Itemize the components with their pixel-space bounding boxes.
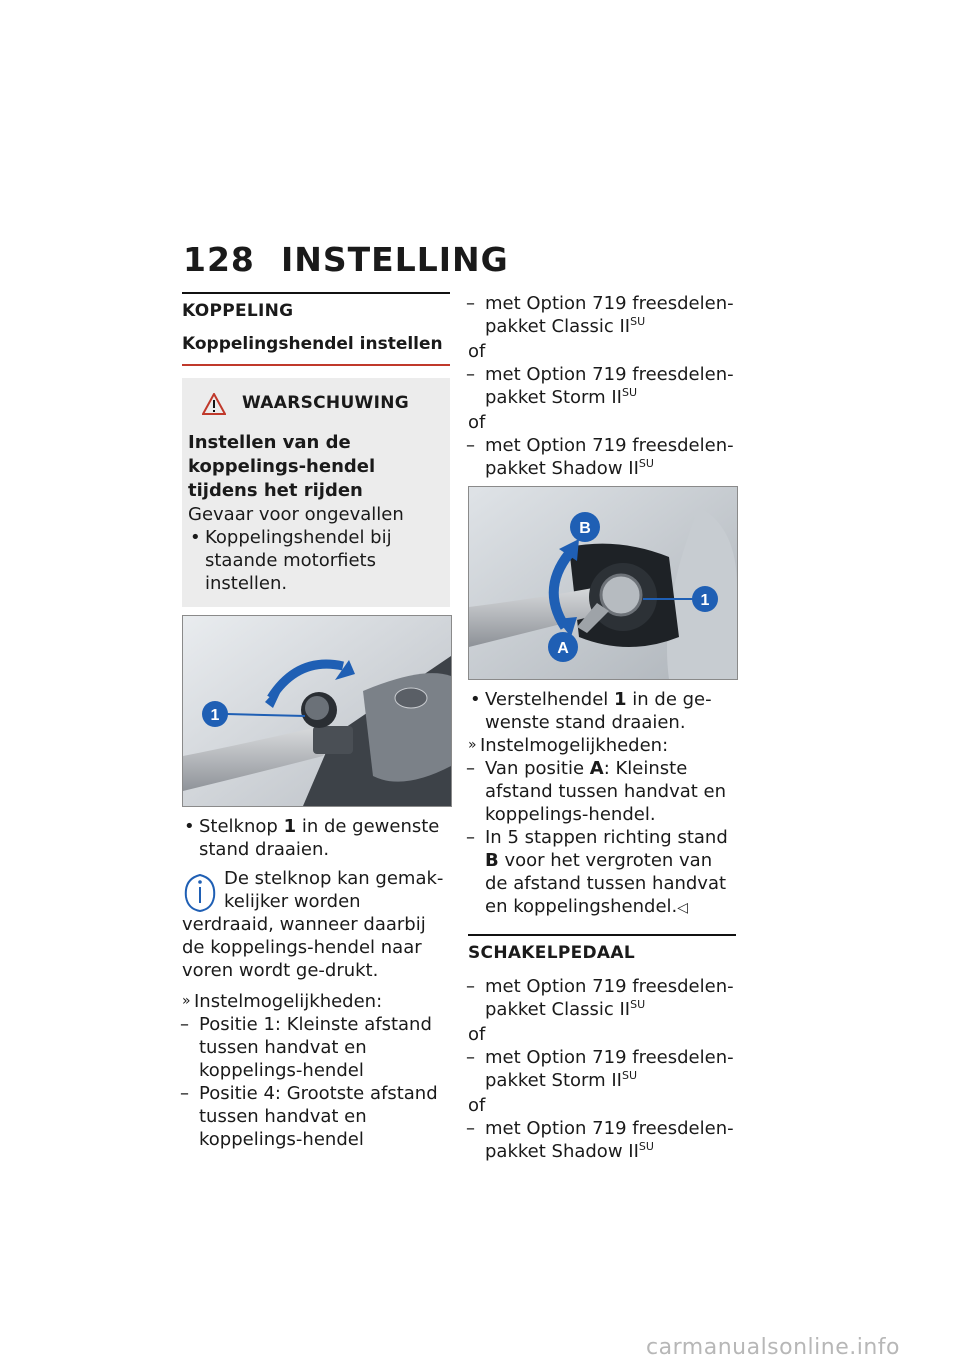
step-callout-ref: 1 bbox=[614, 689, 627, 710]
setting-position-b bbox=[468, 826, 736, 920]
option-text: met Option 719 freesdelen-pakket Storm II bbox=[485, 1047, 734, 1091]
setting-position-4: – Positie 4: Grootste afstand tussen handvat en koppelings-hendel bbox=[182, 1082, 450, 1151]
figure2-label-a: A bbox=[557, 640, 569, 657]
right-column bbox=[468, 292, 736, 1163]
option-shadow-bottom bbox=[468, 1117, 736, 1163]
option-text: met Option 719 freesdelen-pakket Classic II bbox=[485, 976, 734, 1020]
or-word: of bbox=[468, 1024, 486, 1045]
option-text: met Option 719 freesdelen-pakket Storm II bbox=[485, 364, 734, 408]
setting-position-1: – Positie 1: Kleinste afstand tussen handvat en koppelings-hendel bbox=[182, 1013, 450, 1082]
or-word: of bbox=[468, 412, 486, 433]
warning-triangle-icon bbox=[202, 393, 226, 415]
warning-danger: Gevaar voor ongevallen bbox=[188, 504, 404, 525]
section-rule bbox=[468, 934, 736, 936]
settings-label-right: » Instelmogelijkheden: bbox=[468, 734, 736, 757]
info-hand-icon bbox=[182, 869, 218, 913]
figure2-label-b: B bbox=[579, 520, 591, 537]
setting-pos-ref: A bbox=[589, 758, 604, 779]
option-shadow-top bbox=[468, 434, 736, 480]
step-text-start: Stelknop bbox=[199, 816, 284, 837]
warning-box bbox=[182, 378, 450, 607]
option-text: met Option 719 freesdelen-pakket Classic II bbox=[485, 293, 734, 337]
step-text-start: Verstelhendel bbox=[485, 689, 615, 710]
subsection-rule bbox=[182, 364, 450, 366]
option-classic-bottom bbox=[468, 975, 736, 1021]
option-sup: SU bbox=[621, 1069, 638, 1082]
lever-adjust-step bbox=[468, 688, 736, 734]
adjust-knob-step bbox=[182, 815, 450, 861]
page-header bbox=[183, 240, 509, 279]
figure1-callout-1: 1 bbox=[210, 707, 220, 724]
option-storm-top bbox=[468, 363, 736, 409]
option-storm-bottom bbox=[468, 1046, 736, 1092]
end-mark-icon: ◁ bbox=[677, 900, 689, 916]
option-sup: SU bbox=[638, 457, 654, 470]
info-note bbox=[182, 867, 450, 982]
watermark-text: carmanualsonline.info bbox=[646, 1335, 900, 1360]
option-text: met Option 719 freesdelen-pakket Shadow II bbox=[485, 435, 734, 479]
section-rule bbox=[182, 292, 450, 294]
option-text: met Option 719 freesdelen-pakket Shadow II bbox=[485, 1118, 734, 1162]
setting-pos-ref: B bbox=[485, 850, 499, 871]
setting-position-a bbox=[468, 757, 736, 826]
setting-text-start: In 5 stappen richting stand bbox=[485, 827, 728, 848]
setting-text-end: : Kleinste afstand tussen handvat en koppelings-hendel. bbox=[485, 758, 727, 825]
step-text-end: in de gewenste stand draaien. bbox=[199, 816, 440, 860]
setting-text-end: voor het vergroten van de afstand tussen handvat en koppelingshendel. bbox=[485, 850, 727, 917]
info-note-text: De stelknop kan gemak-kelijker worden verdraaid, wanneer daarbij de koppelings-hendel naar voren wordt ge-drukt. bbox=[182, 868, 444, 981]
adjuster-knob-illustration bbox=[183, 616, 451, 806]
or-word: of bbox=[468, 341, 486, 362]
page-title: INSTELLING bbox=[281, 240, 509, 279]
lever-adjuster-illustration bbox=[469, 487, 737, 679]
option-sup: SU bbox=[630, 998, 646, 1011]
option-sup: SU bbox=[621, 386, 638, 399]
section-title-koppeling: KOPPELING bbox=[182, 301, 294, 321]
option-classic-top bbox=[468, 292, 736, 338]
or-word: of bbox=[468, 1095, 486, 1116]
left-column bbox=[182, 292, 450, 1151]
step-text-end: in de ge-wenste stand draaien. bbox=[485, 689, 712, 733]
warning-label: WAARSCHUWING bbox=[242, 393, 410, 413]
figure-lever-adjuster bbox=[468, 486, 738, 680]
option-sup: SU bbox=[638, 1140, 654, 1153]
option-sup: SU bbox=[630, 315, 646, 328]
warning-header bbox=[188, 392, 442, 415]
warning-title: Instellen van de koppelings-hendel tijdens het rijden bbox=[188, 432, 376, 501]
section-title-schakelpedaal: SCHAKELPEDAAL bbox=[468, 943, 635, 963]
page-number: 128 bbox=[183, 240, 255, 279]
figure2-callout-1: 1 bbox=[700, 592, 710, 609]
setting-text-start: Van positie bbox=[485, 758, 590, 779]
warning-bullet: • Koppelingshendel bij staande motorfiets instellen. bbox=[188, 526, 442, 595]
subsection-title: Koppelingshendel instellen bbox=[182, 334, 443, 354]
figure-adjuster-knob bbox=[182, 615, 452, 807]
settings-label-left: » Instelmogelijkheden: bbox=[182, 990, 450, 1013]
step-callout-ref: 1 bbox=[283, 816, 297, 837]
